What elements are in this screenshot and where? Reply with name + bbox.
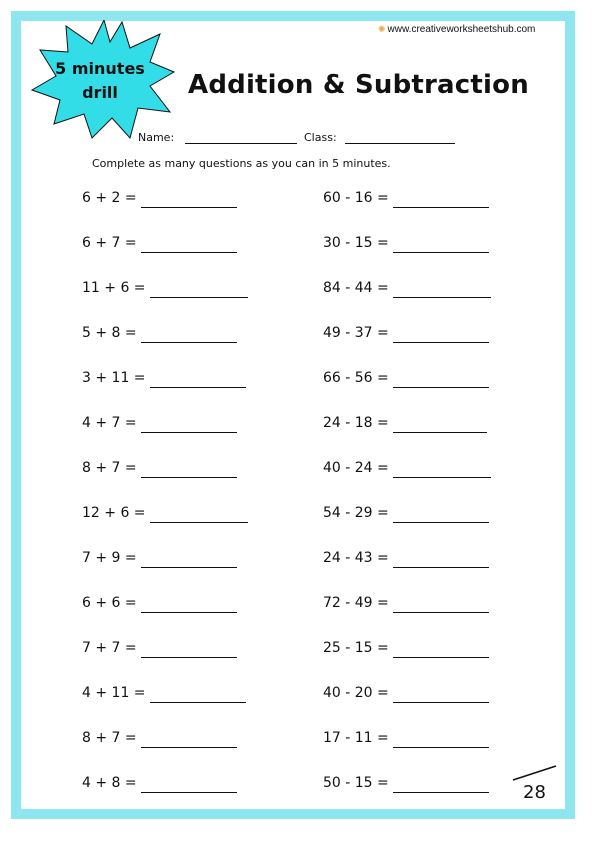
answer-blank[interactable]	[393, 555, 489, 568]
right-question	[323, 683, 489, 703]
question-text: 8 + 7 =	[82, 730, 137, 746]
logo-icon: ✺	[378, 24, 386, 34]
right-question	[323, 458, 491, 478]
answer-blank[interactable]	[141, 555, 237, 568]
question-text: 84 - 44 =	[323, 280, 389, 296]
left-question	[82, 233, 237, 253]
question-text: 40 - 20 =	[323, 685, 389, 701]
question-text: 11 + 6 =	[82, 280, 146, 296]
answer-blank[interactable]	[141, 330, 237, 343]
badge-line1: 5 minutes	[55, 59, 145, 78]
website-url	[378, 24, 535, 35]
left-question	[82, 548, 237, 568]
answer-blank[interactable]	[141, 195, 237, 208]
question-text: 5 + 8 =	[82, 325, 137, 341]
left-question	[82, 773, 237, 793]
answer-blank[interactable]	[141, 465, 237, 478]
answer-blank[interactable]	[393, 420, 487, 433]
answer-blank[interactable]	[393, 240, 489, 253]
answer-blank[interactable]	[393, 780, 489, 793]
right-question	[323, 548, 489, 568]
answer-blank[interactable]	[150, 510, 248, 523]
question-text: 4 + 11 =	[82, 685, 146, 701]
right-question	[323, 593, 489, 613]
left-question	[82, 413, 237, 433]
instructions: Complete as many questions as you can in 5 minutes.	[92, 157, 391, 170]
score-divider	[510, 760, 560, 784]
score-total: 28	[523, 782, 546, 803]
answer-blank[interactable]	[393, 465, 491, 478]
answer-blank[interactable]	[393, 600, 489, 613]
answer-blank[interactable]	[141, 645, 237, 658]
answer-blank[interactable]	[150, 285, 248, 298]
answer-blank[interactable]	[393, 645, 489, 658]
right-question	[323, 368, 489, 388]
answer-blank[interactable]	[141, 780, 237, 793]
question-text: 72 - 49 =	[323, 595, 389, 611]
left-question	[82, 683, 246, 703]
left-question	[82, 458, 237, 478]
left-question	[82, 638, 237, 658]
left-question	[82, 368, 246, 388]
question-text: 17 - 11 =	[323, 730, 389, 746]
question-text: 50 - 15 =	[323, 775, 389, 791]
left-question	[82, 503, 248, 523]
right-question	[323, 638, 489, 658]
website-text: www.creativeworksheetshub.com	[387, 24, 536, 35]
question-text: 7 + 7 =	[82, 640, 137, 656]
question-text: 4 + 8 =	[82, 775, 137, 791]
answer-blank[interactable]	[141, 420, 237, 433]
answer-blank[interactable]	[393, 330, 489, 343]
question-text: 12 + 6 =	[82, 505, 146, 521]
class-label: Class:	[304, 131, 337, 144]
answer-blank[interactable]	[393, 510, 489, 523]
question-text: 6 + 6 =	[82, 595, 137, 611]
question-text: 40 - 24 =	[323, 460, 389, 476]
question-text: 24 - 18 =	[323, 415, 389, 431]
answer-blank[interactable]	[150, 690, 246, 703]
right-question	[323, 233, 489, 253]
left-question	[82, 728, 237, 748]
answer-blank[interactable]	[393, 285, 491, 298]
question-text: 54 - 29 =	[323, 505, 389, 521]
answer-blank[interactable]	[393, 690, 489, 703]
right-question	[323, 323, 489, 343]
answer-blank[interactable]	[141, 600, 237, 613]
right-question	[323, 413, 487, 433]
left-question	[82, 593, 237, 613]
right-question	[323, 773, 489, 793]
answer-blank[interactable]	[393, 735, 489, 748]
answer-blank[interactable]	[393, 375, 489, 388]
question-text: 49 - 37 =	[323, 325, 389, 341]
answer-blank[interactable]	[141, 735, 237, 748]
right-question	[323, 188, 489, 208]
question-text: 3 + 11 =	[82, 370, 146, 386]
question-text: 66 - 56 =	[323, 370, 389, 386]
question-text: 24 - 43 =	[323, 550, 389, 566]
left-question	[82, 188, 237, 208]
question-text: 60 - 16 =	[323, 190, 389, 206]
right-question	[323, 278, 491, 298]
question-text: 25 - 15 =	[323, 640, 389, 656]
question-text: 6 + 7 =	[82, 235, 137, 251]
question-text: 7 + 9 =	[82, 550, 137, 566]
left-question	[82, 323, 237, 343]
question-text: 4 + 7 =	[82, 415, 137, 431]
name-field[interactable]	[185, 143, 297, 144]
answer-blank[interactable]	[393, 195, 489, 208]
page-title: Addition & Subtraction	[188, 70, 529, 100]
question-text: 6 + 2 =	[82, 190, 137, 206]
right-question	[323, 503, 489, 523]
left-question	[82, 278, 248, 298]
class-field[interactable]	[345, 143, 455, 144]
answer-blank[interactable]	[150, 375, 246, 388]
right-question	[323, 728, 489, 748]
answer-blank[interactable]	[141, 240, 237, 253]
badge-text	[50, 57, 150, 105]
badge-line2: drill	[82, 83, 118, 102]
question-text: 8 + 7 =	[82, 460, 137, 476]
name-label: Name:	[138, 131, 175, 144]
question-text: 30 - 15 =	[323, 235, 389, 251]
